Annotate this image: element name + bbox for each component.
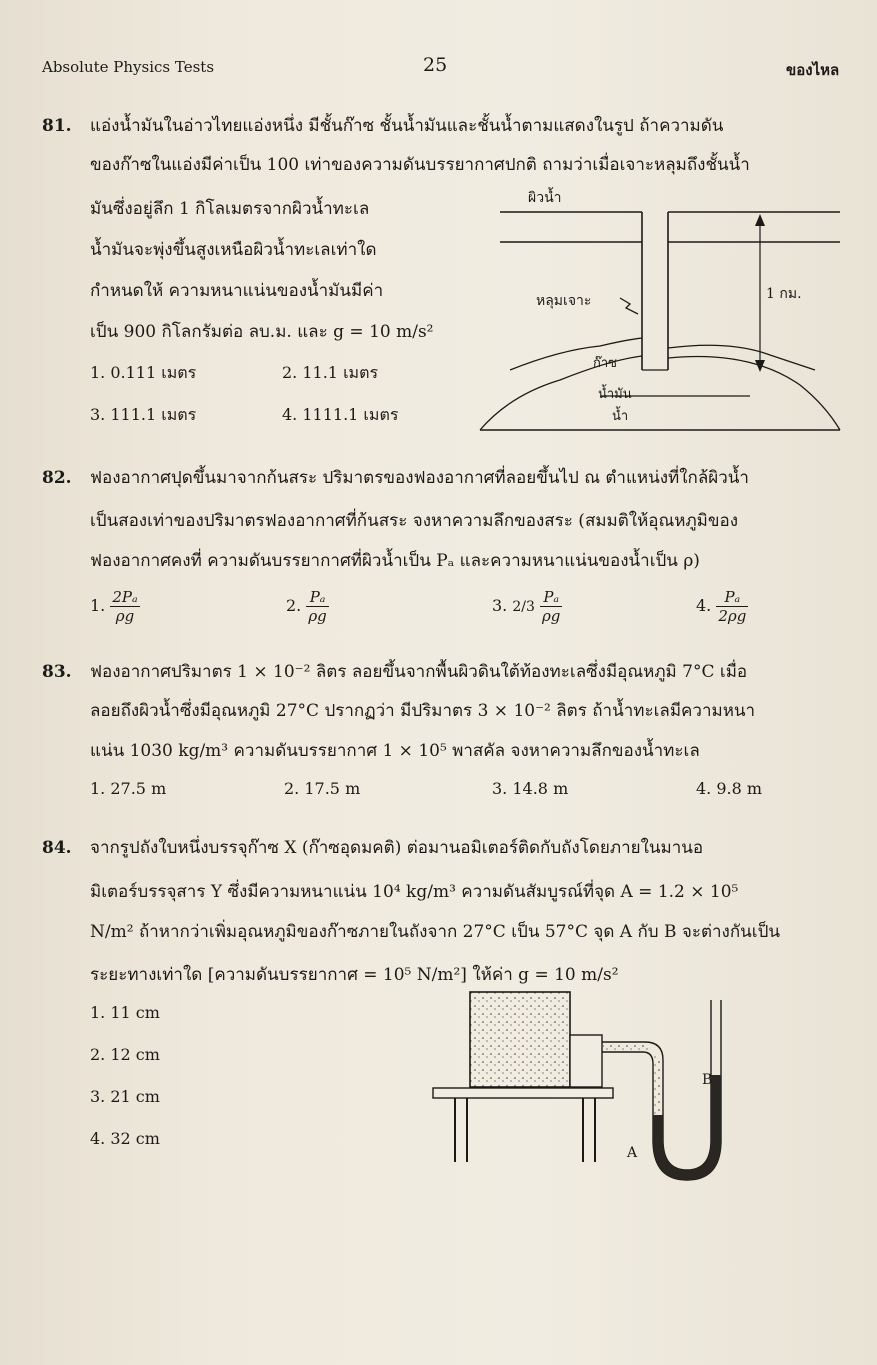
q82-option-3: 3. 2/3 $\frac{\text{Pₐ}}{\rho g}$ [492,588,561,625]
q84-option-2: 2. 12 cm [90,1045,160,1064]
q83-line-3: แน่น 1030 kg/m³ ความดันบรรยากาศ 1 × 10⁵ พาสคัล จงหาความลึกของน้ำทะเล [90,741,700,761]
chapter-title: ของไหล [786,61,840,79]
q81-option-2: 2. 11.1 เมตร [282,363,379,382]
label-sea-surface: ผิวน้ำ [528,190,562,206]
q81-line-4: น้ำมันจะพุ่งขึ้นสูงเหนือผิวน้ำทะเลเท่าใด [90,240,377,260]
book-title: Absolute Physics Tests [42,58,215,76]
q83-option-1: 1. 27.5 m [90,779,167,798]
q84-option-4: 4. 32 cm [90,1129,160,1148]
q81-option-4: 4. 1111.1 เมตร [282,405,399,424]
q81-line-5: กำหนดให้ ความหนาแน่นของน้ำมันมีค่า [90,281,384,301]
q82-option-1: 1. $\frac{\text{2Pₐ}}{\rho g}$ [90,588,138,625]
label-gas: ก๊าซ [593,356,617,371]
q84-line-2: มิเตอร์บรรจุสาร Y ซึ่งมีความหนาแน่น 10⁴ kg/m³ ความดันสัมบูรณ์ที่จุด A = 1.2 × 10⁵ [90,882,739,902]
label-point-b: B [702,1072,713,1088]
q84-line-3: N/m² ถ้าหากว่าเพิ่มอุณหภูมิของก๊าซภายในถังจาก 27°C เป็น 57°C จุด A กับ B จะต่างกันเป็น [90,922,780,942]
q83-option-2: 2. 17.5 m [284,779,361,798]
q84-option-3: 3. 21 cm [90,1087,160,1106]
q81-line-2: ของก๊าซในแอ่งมีค่าเป็น 100 เท่าของความดันบรรยากาศปกติ ถามว่าเมื่อเจาะหลุมถึงชั้นน้ำ [90,155,750,175]
q84-option-1: 1. 11 cm [90,1003,160,1022]
q81-line-1: แอ่งน้ำมันในอ่าวไทยแอ่งหนึ่ง มีชั้นก๊าซ ชั้นน้ำมันและชั้นน้ำตามแสดงในรูป ถ้าความดัน [90,116,724,136]
q83-option-4: 4. 9.8 m [696,779,763,798]
q83-line-1: ฟองอากาศปริมาตร 1 × 10⁻² ลิตร ลอยขึ้นจากพื้นผิวดินใต้ท้องทะเลซึ่งมีอุณหภูมิ 7°C เมื่อ [90,662,748,682]
q83-line-2: ลอยถึงผิวน้ำซึ่งมีอุณหภูมิ 27°C ปรากฏว่า มีปริมาตร 3 × 10⁻² ลิตร ถ้าน้ำทะเลมีความหนา [90,701,756,721]
question-number-84: 84. [42,838,72,858]
label-water: น้ำ [612,409,629,424]
question-number-82: 82. [42,468,72,488]
q81-line-3: มันซึ่งอยู่ลึก 1 กิโลเมตรจากผิวน้ำทะเล [90,199,370,219]
q84-line-1: จากรูปถังใบหนึ่งบรรจุก๊าซ X (ก๊าซอุดมคติ) ต่อมานอมิเตอร์ติดกับถังโดยภายในมานอ [90,838,704,858]
question-number-83: 83. [42,662,72,682]
question-number-81: 81. [42,116,72,136]
q81-option-1: 1. 0.111 เมตร [90,363,197,382]
label-point-a: A [627,1145,638,1161]
q82-line-3: ฟองอากาศคงที่ ความดันบรรยากาศที่ผิวน้ำเป็น Pₐ และความหนาแน่นของน้ำเป็น ρ) [90,551,700,571]
label-depth-1km: 1 กม. [766,286,802,302]
tank-manometer-diagram [425,980,725,1190]
q81-line-6: เป็น 900 กิโลกรัมต่อ ลบ.ม. และ g = 10 m/s² [90,322,434,342]
q84-line-4: ระยะทางเท่าใด [ความดันบรรยากาศ = 10⁵ N/m²] ให้ค่า g = 10 m/s² [90,965,619,985]
label-oil: น้ำมัน [598,387,632,402]
oil-well-diagram [470,180,850,440]
q82-option-2: 2. $\frac{\text{Pₐ}}{\rho g}$ [286,588,327,625]
q83-option-3: 3. 14.8 m [492,779,569,798]
page-number: 25 [423,54,448,76]
q82-option-4: 4. $\frac{\text{Pₐ}}{2\rho g}$ [696,588,747,625]
label-drill-hole: หลุมเจาะ [536,293,592,309]
q81-option-3: 3. 111.1 เมตร [90,405,197,424]
q82-line-2: เป็นสองเท่าของปริมาตรฟองอากาศที่ก้นสระ จงหาความลึกของสระ (สมมติให้อุณหภูมิของ [90,511,739,531]
q82-line-1: ฟองอากาศปุดขึ้นมาจากก้นสระ ปริมาตรของฟองอากาศที่ลอยขึ้นไป ณ ตำแหน่งที่ใกล้ผิวน้ำ [90,468,749,488]
